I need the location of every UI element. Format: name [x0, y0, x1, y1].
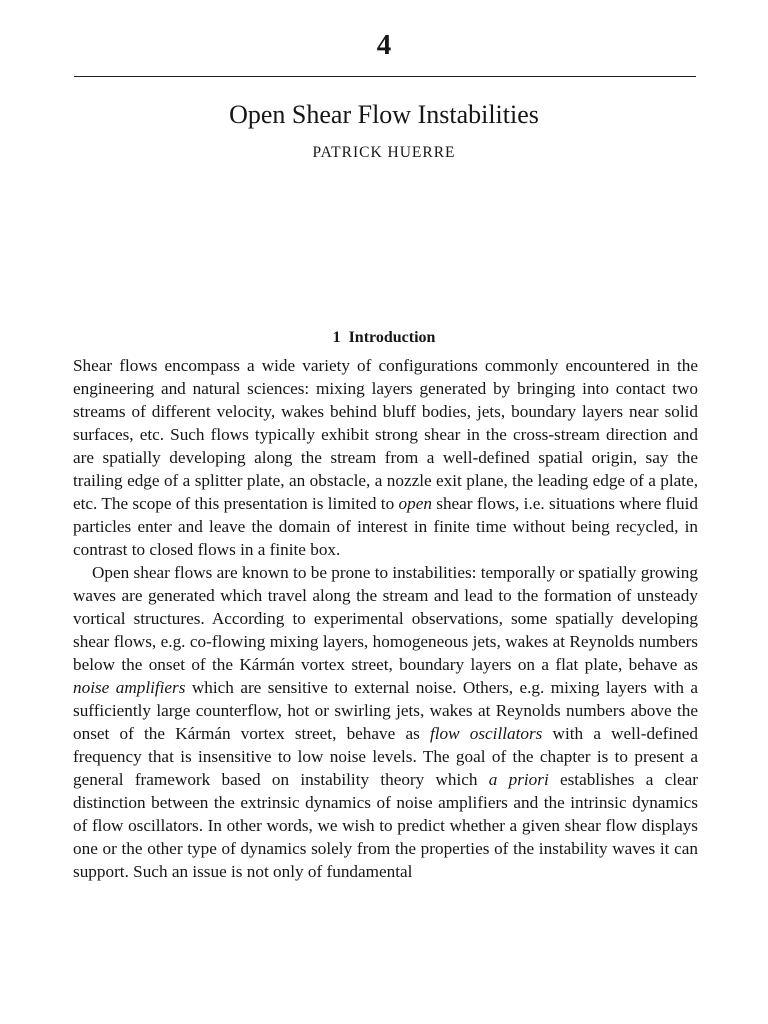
text-run: with a well-defined frequency that is insensitive to low noise levels. The goal of the chapter is to present a general framework based on instability theory which	[73, 724, 698, 789]
text-run: which are sensitive to external noise. Others, e.g. mixing layers with a sufficiently large counterflow, hot or swirling jets, wakes at Reynolds numbers above the onset of the Kármán vortex street, behave as	[73, 678, 698, 743]
paragraph	[73, 354, 698, 561]
chapter-author: PATRICK HUERRE	[312, 144, 456, 161]
paragraph	[73, 561, 698, 883]
italic-text: open	[398, 494, 432, 513]
text-run: Shear flows encompass a wide variety of configurations commonly encountered in the engineering and natural sciences: mixing layers generated by bringing into contact two streams of different velocity, wakes behind bluff bodies, jets, boundary layers near solid surfaces, etc. Such flows typically exhibit strong shear in the cross-stream direction and are spatially developing along the stream from a well-defined spatial origin, say the trailing edge of a splitter plate, an obstacle, a nozzle exit plane, the leading edge of a plate, etc. The scope of this presentation is limited to	[73, 356, 698, 513]
italic-text: flow oscillators	[429, 724, 543, 743]
italic-text: noise amplifiers	[73, 678, 186, 697]
title-rule	[74, 76, 696, 77]
text-run: Open shear flows are known to be prone to instabilities: temporally or spatially growing waves are generated which travel along the stream and lead to the formation of unsteady vortical structures. According to experimental observations, some spatially developing shear flows, e.g. co-flowing mixing layers, homogeneous jets, wakes at Reynolds numbers below the onset of the Kármán vortex street, boundary layers on a flat plate, behave as	[73, 563, 698, 674]
italic-text: a priori	[488, 770, 549, 789]
chapter-title: Open Shear Flow Instabilities	[229, 100, 539, 129]
body-text	[73, 354, 698, 883]
section-number: 1	[332, 329, 341, 346]
text-run: shear flows, i.e. situations where fluid particles enter and leave the domain of interest in finite time without being recycled, in contrast to closed flows in a finite box.	[73, 494, 698, 559]
text-run: establishes a clear distinction between the extrinsic dynamics of noise amplifiers and the intrinsic dynamics of flow oscillators. In other words, we wish to predict whether a given shear flow displays one or the other type of dynamics solely from the properties of the instability waves it can support. Such an issue is not only of fundamental	[73, 770, 698, 881]
section-heading	[0, 327, 768, 349]
chapter-number: 4	[376, 29, 392, 61]
section-title: Introduction	[348, 329, 436, 346]
